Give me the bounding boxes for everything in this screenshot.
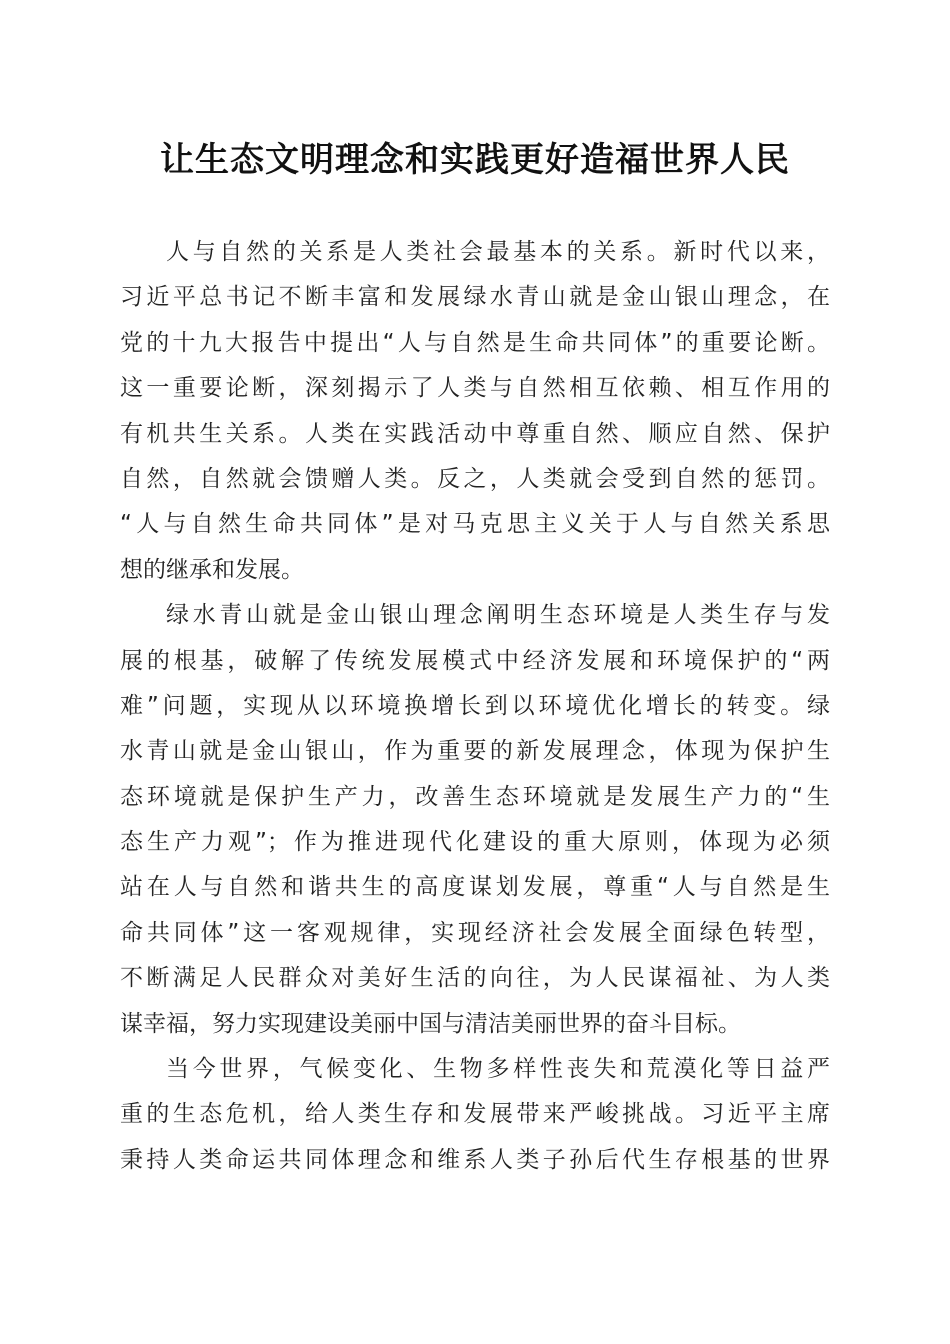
paragraph-line: 站在人与自然和谐共生的高度谋划发展，尊重“人与自然是生	[120, 874, 830, 901]
paragraph-2	[120, 593, 830, 1047]
paragraph-line: 绿水青山就是金山银山理念阐明生态环境是人类生存与发	[166, 602, 830, 629]
paragraph-1	[120, 230, 830, 593]
paragraph-line: 有机共生关系。人类在实践活动中尊重自然、顺应自然、保护	[120, 420, 830, 447]
paragraph-line: 难”问题，实现从以环境换增长到以环境优化增长的转变。绿	[120, 692, 830, 719]
document-body	[120, 230, 830, 1183]
paragraph-line: 这一重要论断，深刻揭示了人类与自然相互依赖、相互作用的	[120, 375, 830, 402]
paragraph-line: 习近平总书记不断丰富和发展绿水青山就是金山银山理念，在	[120, 284, 830, 311]
paragraph-line: 自然，自然就会馈赠人类。反之，人类就会受到自然的惩罚。	[120, 465, 830, 492]
paragraph-line: 态环境就是保护生产力，改善生态环境就是发展生产力的“生	[120, 783, 830, 810]
paragraph-line: 态生产力观”；作为推进现代化建设的重大原则，体现为必须	[120, 829, 830, 856]
paragraph-3	[120, 1047, 830, 1183]
paragraph-line: 不断满足人民群众对美好生活的向往，为人民谋福祉、为人类	[120, 965, 830, 992]
page-title: 让生态文明理念和实践更好造福世界人民	[160, 140, 790, 180]
paragraph-line: “人与自然生命共同体”是对马克思主义关于人与自然关系思	[120, 511, 830, 538]
paragraph-line: 当今世界，气候变化、生物多样性丧失和荒漠化等日益严	[166, 1056, 830, 1083]
paragraph-line: 命共同体”这一客观规律，实现经济社会发展全面绿色转型，	[120, 919, 830, 946]
paragraph-line: 想的继承和发展。	[120, 556, 304, 583]
paragraph-line: 人与自然的关系是人类社会最基本的关系。新时代以来，	[166, 239, 830, 265]
paragraph-line: 展的根基，破解了传统发展模式中经济发展和环境保护的“两	[120, 647, 830, 674]
paragraph-line: 水青山就是金山银山，作为重要的新发展理念，体现为保护生	[120, 738, 830, 765]
paragraph-line: 秉持人类命运共同体理念和维系人类子孙后代生存根基的世界	[120, 1146, 830, 1173]
paragraph-line: 谋幸福，努力实现建设美丽中国与清洁美丽世界的奋斗目标。	[120, 1010, 741, 1037]
paragraph-line: 党的十九大报告中提出“人与自然是生命共同体”的重要论断。	[120, 329, 830, 356]
paragraph-line: 重的生态危机，给人类生存和发展带来严峻挑战。习近平主席	[120, 1101, 830, 1128]
